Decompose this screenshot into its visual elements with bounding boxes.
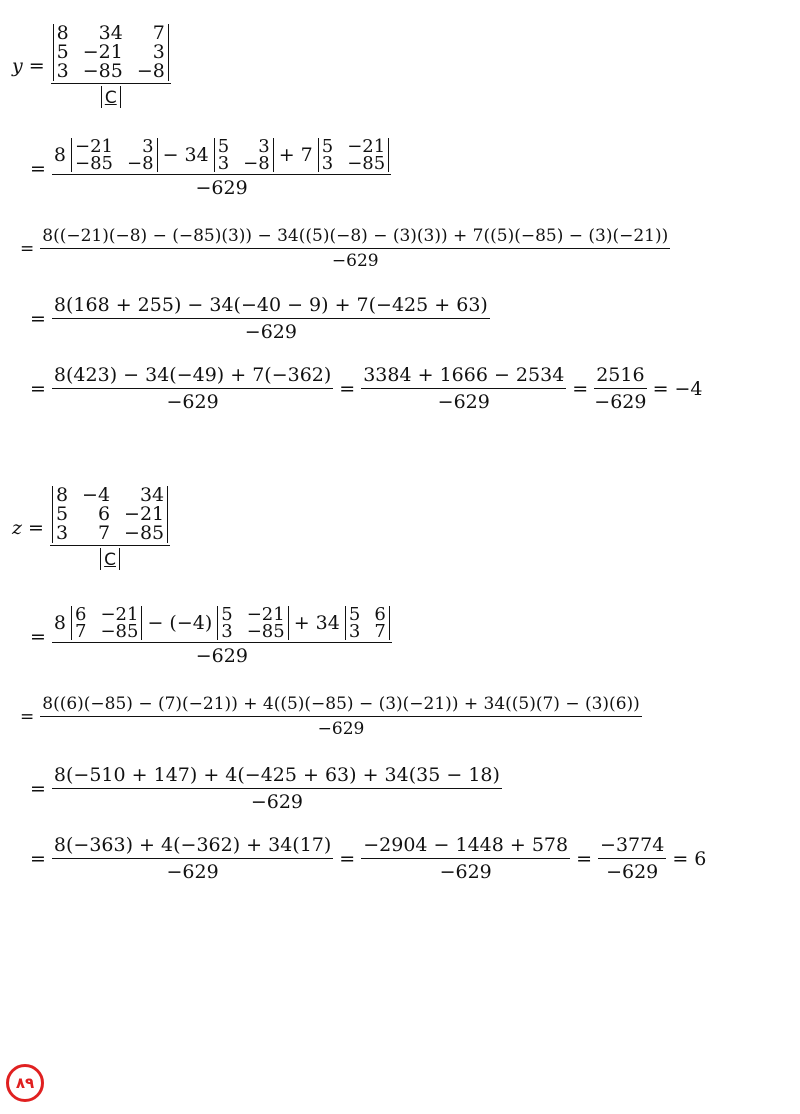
z-result: 6 — [694, 847, 707, 870]
y-step-4: = $\frac{8(423) - 34(-49) + 7(-362)}{-629}$ = $\frac{3384 + 1666 - 2534}{-629}$ = $\frac{2516}{-629}$ = −4 — [30, 364, 703, 413]
y-variable: y — [12, 55, 23, 77]
y-minor-3: 5 −21 3 −85 — [318, 138, 389, 172]
y-step-1: = 8 −21 3 −85 −8 − 34 5 3 3 −8 + 7 5 −21 3 −85 −629 — [24, 138, 391, 199]
y-definition — [12, 24, 171, 108]
z-step-2: = 8((6)(−85) − (7)(−21)) + 4((5)(−85) − (3)(−21)) + 34((5)(7) − (3)(6)) −629 — [20, 694, 640, 739]
equals: = — [28, 517, 44, 539]
z-cramer-fraction — [50, 486, 170, 570]
z-determinant-matrix: 8 −4 34 5 6 −21 3 7 −85 — [52, 486, 168, 543]
equals: = — [28, 55, 45, 77]
y-minor-1: −21 3 −85 −8 — [71, 138, 158, 172]
page-number-badge — [6, 1064, 44, 1102]
matrix-c-determinant: C — [100, 548, 120, 570]
page-number: ٨٩ — [15, 1074, 35, 1092]
z-minor-3: 5 6 3 7 — [345, 606, 390, 640]
y-determinant-matrix: 8 34 7 5 −21 3 3 −85 −8 — [53, 24, 169, 81]
y-step-3: = $\frac{8(168 + 255) - 34(-40 - 9) + 7(-425 + 63)}{-629}$ — [30, 294, 488, 343]
y-step-2: = 8((−21)(−8) − (−85)(3)) − 34((5)(−8) − (3)(3)) + 7((5)(−85) − (3)(−21)) −629 — [20, 226, 669, 271]
z-step-4: = $\frac{8(-363) + 4(-362) + 34(17)}{-629}$ = $\frac{-2904 - 1448 + 578}{-629}$ = $\frac{-3774}{-629}$ = 6 — [30, 834, 707, 883]
y-minor-2: 5 3 3 −8 — [214, 138, 274, 172]
y-cramer-fraction — [51, 24, 171, 108]
matrix-c-determinant: C — [101, 86, 121, 108]
z-variable: z — [12, 517, 23, 539]
z-minor-1: 6 −21 7 −85 — [71, 606, 142, 640]
z-step-3: = $\frac{8(-510 + 147) + 4(-425 + 63) + 34(35 - 18)}{-629}$ — [30, 764, 500, 813]
z-minor-2: 5 −21 3 −85 — [217, 606, 288, 640]
y-result: −4 — [674, 377, 703, 400]
z-step-1: = 8 6 −21 7 −85 − (−4) 5 −21 3 −85 + 34 5 6 3 7 −629 — [24, 606, 392, 667]
z-definition — [12, 486, 170, 570]
